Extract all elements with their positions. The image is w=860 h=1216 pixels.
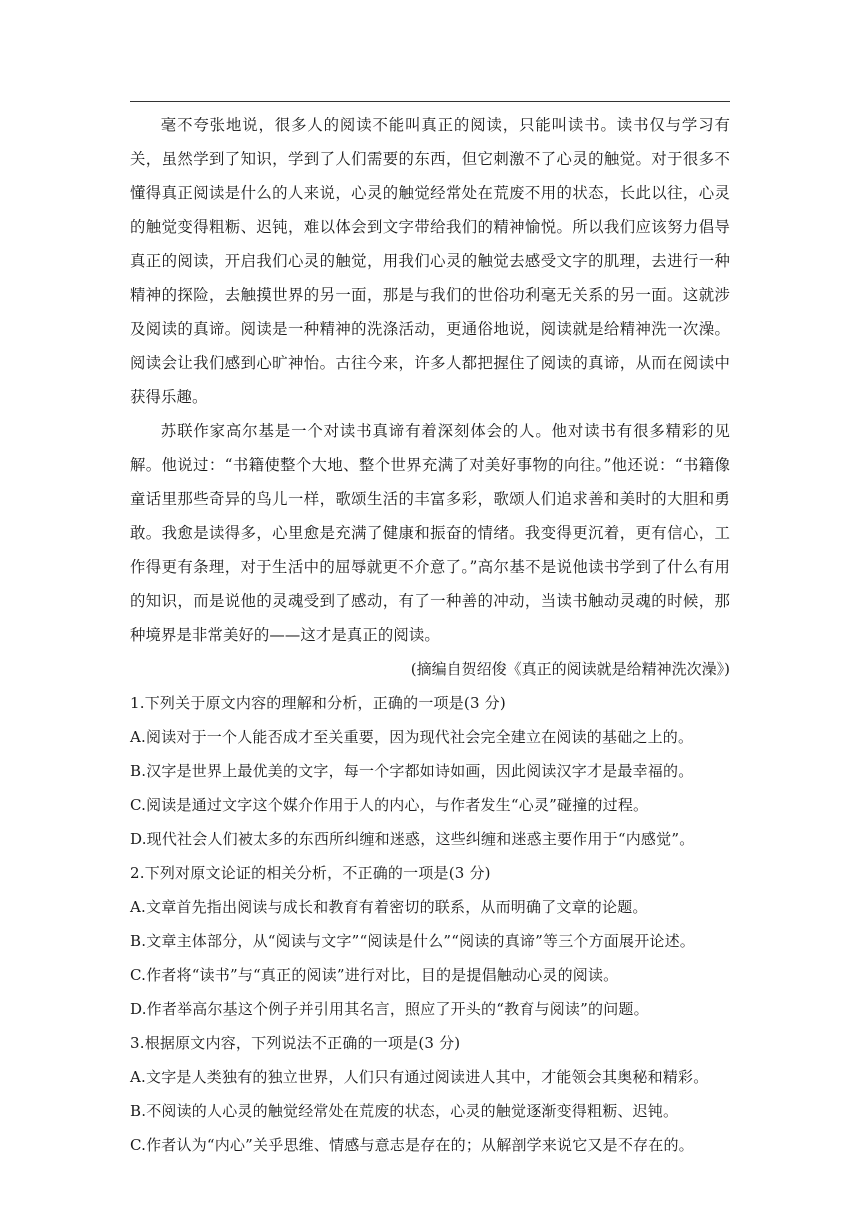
question-2-option-c: C.作者将“读书”与“真正的阅读”进行对比，目的是提倡触动心灵的阅读。 bbox=[130, 966, 619, 984]
question-3-option-a: A.文字是人类独有的独立世界，人们只有通过阅读进人其中，才能领会其奥秘和精彩。 bbox=[130, 1068, 709, 1086]
question-1-option-d: D.现代社会人们被太多的东西所纠缠和迷惑，这些纠缠和迷惑主要作用于“内感觉”。 bbox=[130, 830, 695, 848]
question-1-option-a: A.阅读对于一个人能否成才至关重要，因为现代社会完全建立在阅读的基础之上的。 bbox=[130, 728, 694, 746]
question-2 bbox=[130, 856, 730, 1026]
question-3-stem: 3.根据原文内容，下列说法不正确的一项是(3 分) bbox=[130, 1034, 461, 1052]
question-3 bbox=[130, 1026, 730, 1162]
question-1-stem: 1.下列关于原文内容的理解和分析，正确的一项是(3 分) bbox=[130, 694, 506, 712]
header-rule bbox=[130, 101, 730, 102]
question-1-option-b: B.汉字是世界上最优美的文字，每一个字都如诗如画，因此阅读汉字才是最幸福的。 bbox=[130, 762, 694, 780]
question-3-option-c: C.作者认为“内心”关乎思维、情感与意志是存在的；从解剖学来说它又是不存在的。 bbox=[130, 1136, 694, 1154]
question-1 bbox=[130, 686, 730, 856]
question-2-option-b: B.文章主体部分，从“阅读与文字”“阅读是什么”“阅读的真谛”等三个方面展开论述。 bbox=[130, 932, 696, 950]
question-3-option-b: B.不阅读的人心灵的触觉经常处在荒废的状态，心灵的触觉逐渐变得粗粝、迟钝。 bbox=[130, 1102, 679, 1120]
content-area bbox=[130, 108, 730, 1162]
question-1-option-c: C.阅读是通过文字这个媒介作用于人的内心，与作者发生“心灵”碰撞的过程。 bbox=[130, 796, 649, 814]
question-2-option-d: D.作者举高尔基这个例子并引用其名言，照应了开头的“教育与阅读”的问题。 bbox=[130, 1000, 649, 1018]
question-2-stem: 2.下列对原文论证的相关分析，不正确的一项是(3 分) bbox=[130, 864, 491, 882]
passage-paragraph-1: 毫不夸张地说，很多人的阅读不能叫真正的阅读，只能叫读书。读书仅与学习有关，虽然学到了知识，学到了人们需要的东西，但它刺激不了心灵的触觉。对于很多不懂得真正阅读是什么的人来说，心灵的触觉经常处在荒废不用的状态，长此以往，心灵的触觉变得粗粝、迟钝，难以体会到文字带给我们的精神愉悦。所以我们应该努力倡导真正的阅读，开启我们心灵的触觉，用我们心灵的触觉去感受文字的肌理，去进行一种精神的探险，去触摸世界的另一面，那是与我们的世俗功利毫无关系的另一面。这就涉及阅读的真谛。阅读是一种精神的洗涤活动，更通俗地说，阅读就是给精神洗一次澡。阅读会让我们感到心旷神怡。古往今来，许多人都把握住了阅读的真谛，从而在阅读中获得乐趣。 bbox=[130, 116, 730, 406]
passage-source: (摘编自贺绍俊《真正的阅读就是给精神洗次澡》) bbox=[410, 660, 730, 678]
question-2-option-a: A.文章首先指出阅读与成长和教育有着密切的联系，从而明确了文章的论题。 bbox=[130, 898, 648, 916]
passage-paragraph-2: 苏联作家高尔基是一个对读书真谛有着深刻体会的人。他对读书有很多精彩的见解。他说过：“书籍使整个大地、整个世界充满了对美好事物的向往。”他还说：“书籍像童话里那些奇异的鸟儿一样，歌颂生活的丰富多彩，歌颂人们追求善和美时的大胆和勇敢。我愈是读得多，心里愈是充满了健康和振奋的情绪。我变得更沉着，更有信心，工作得更有条理，对于生活中的屈辱就更不介意了。”高尔基不是说他读书学到了什么有用的知识，而是说他的灵魂受到了感动，有了一种善的冲动，当读书触动灵魂的时候，那种境界是非常美好的——这才是真正的阅读。 bbox=[130, 422, 730, 644]
